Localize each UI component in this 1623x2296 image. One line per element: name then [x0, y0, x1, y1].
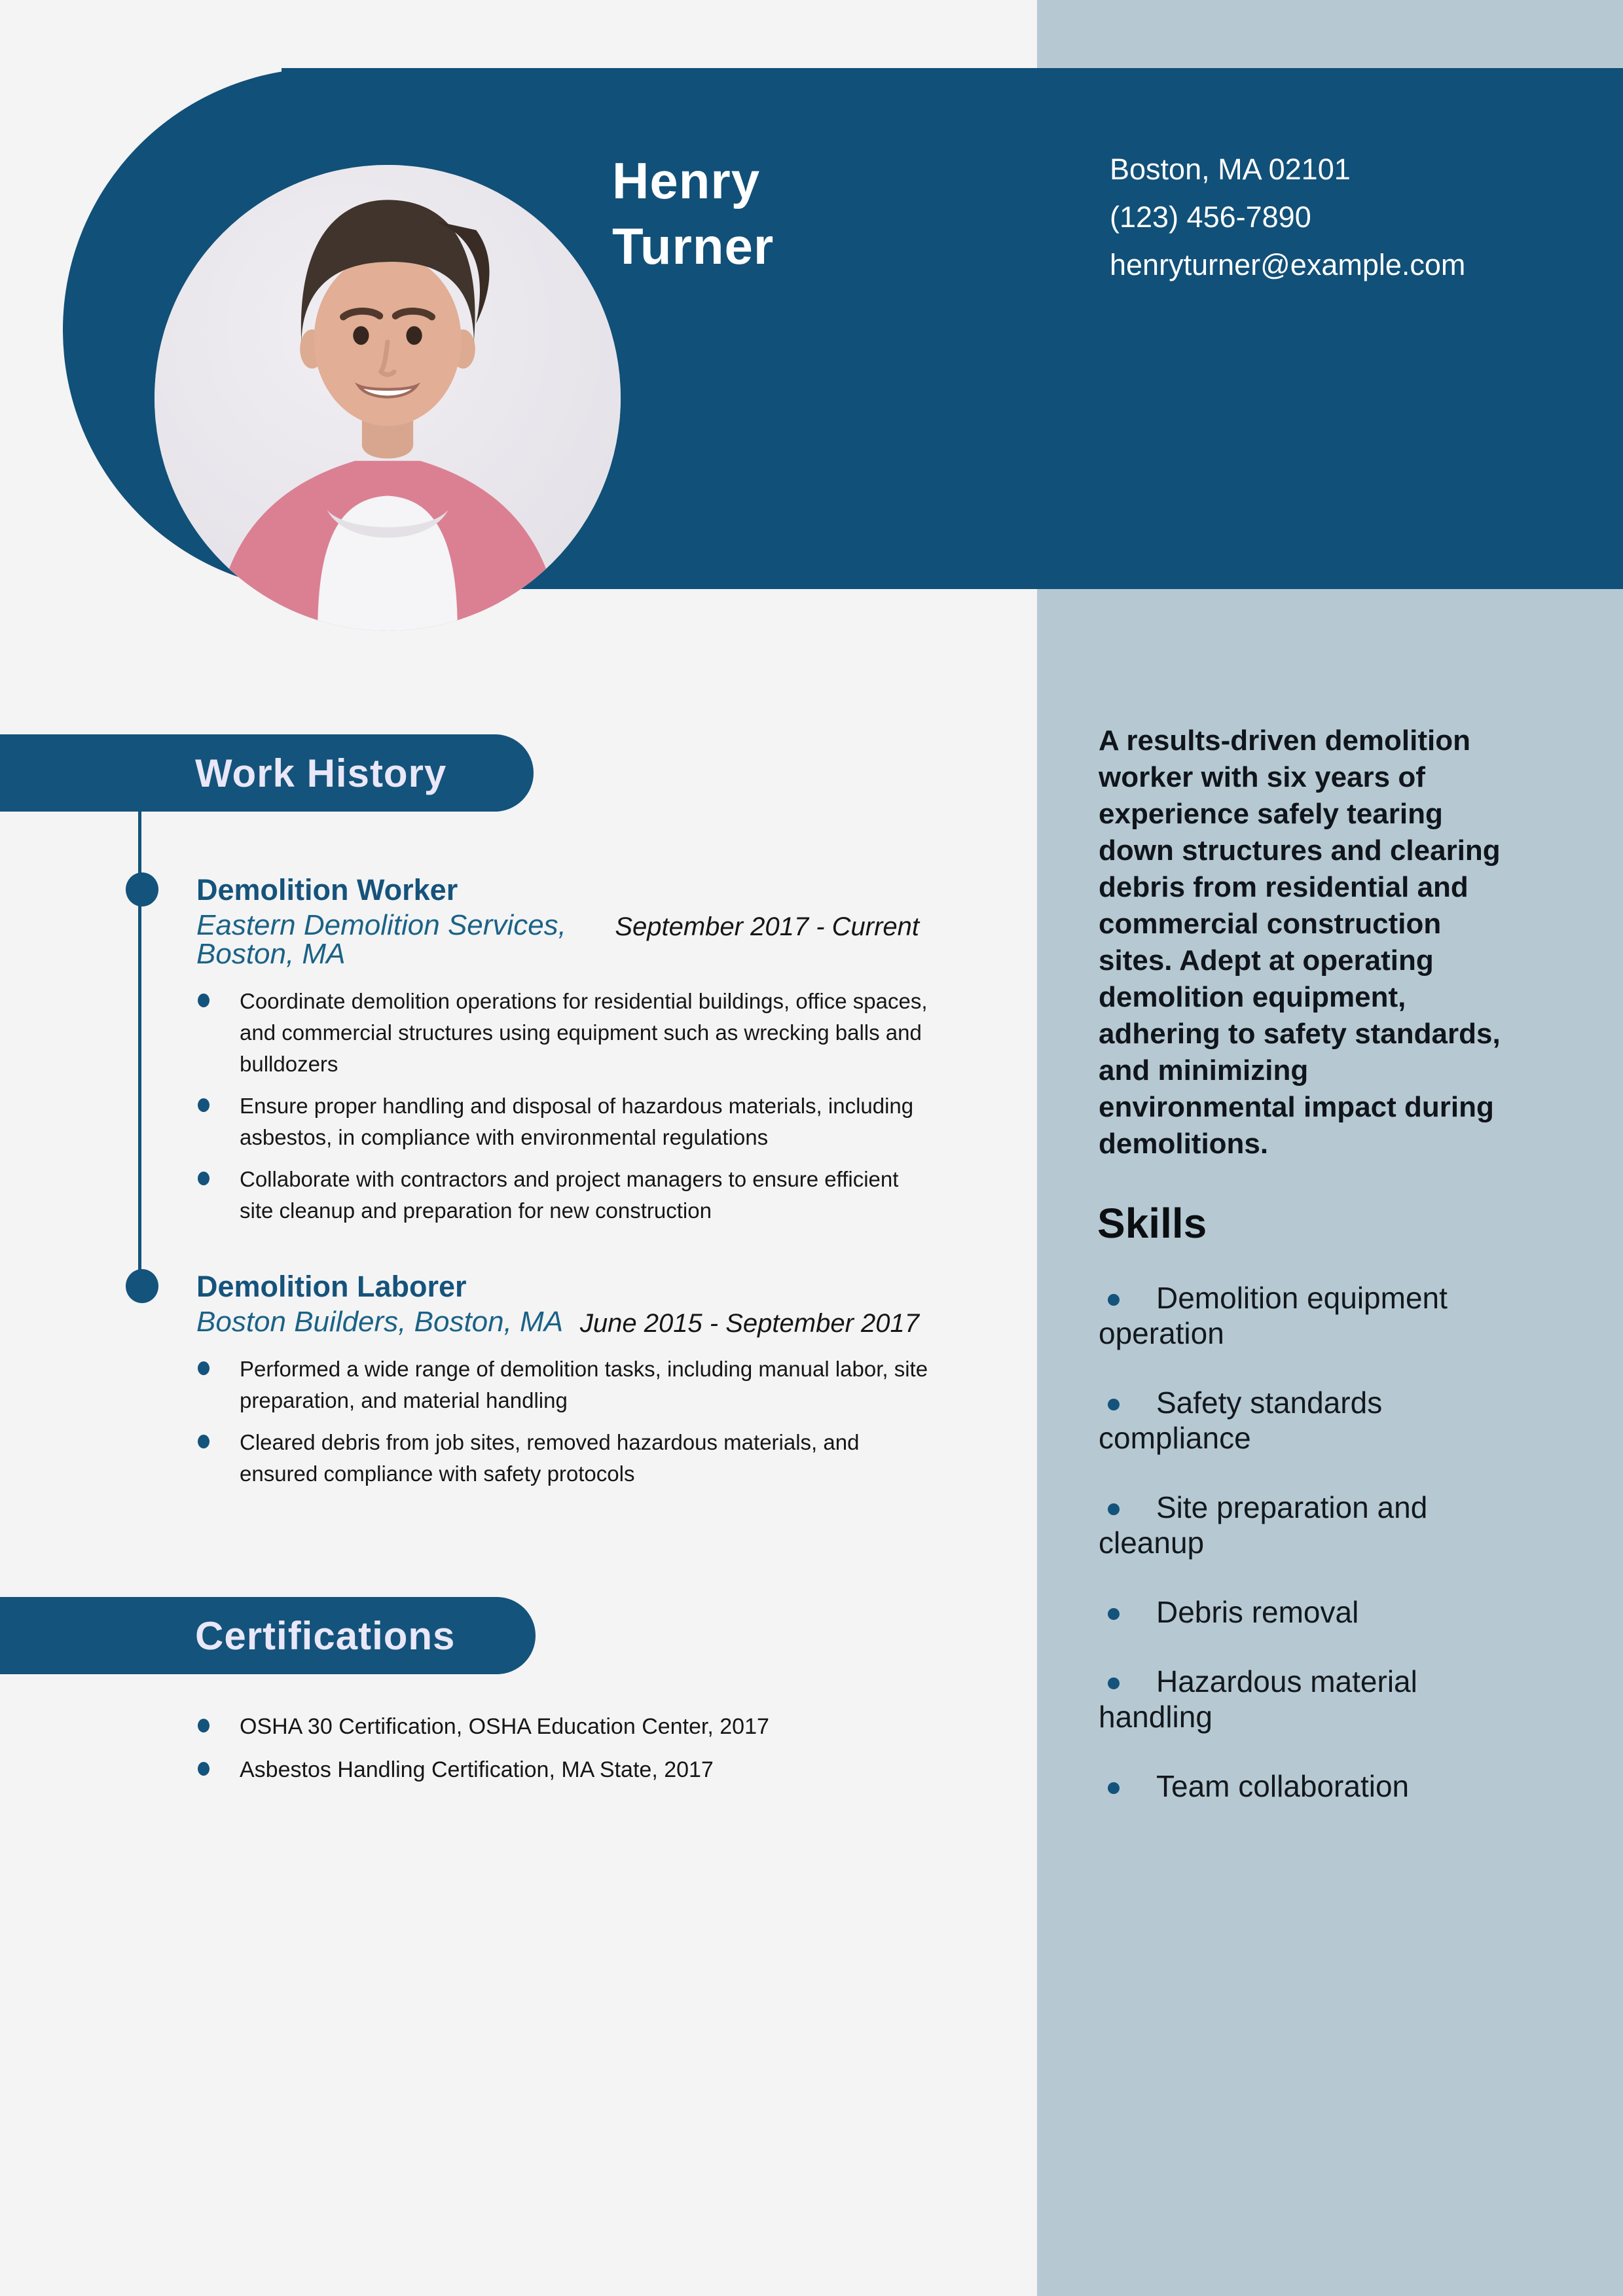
- skill-text: Demolition equipment operation: [1099, 1281, 1448, 1350]
- bullet-icon: [1108, 1399, 1120, 1410]
- job-meta: [196, 1308, 938, 1336]
- job-bullet-list: [196, 986, 938, 1227]
- skill-item: [1099, 1664, 1510, 1734]
- certification-text: OSHA 30 Certification, OSHA Education Center, 2017: [240, 1714, 769, 1739]
- contact-block: [1110, 145, 1465, 289]
- job-bullet-text: Coordinate demolition operations for residential buildings, office spaces, and commercial structures using equipment such as wrecking balls and bulldozers: [240, 989, 928, 1076]
- job-meta: [196, 911, 938, 969]
- section-title-certifications: Certifications: [195, 1613, 456, 1658]
- job-company: Boston Builders, Boston, MA: [196, 1306, 564, 1338]
- job-bullet-list: [196, 1354, 938, 1490]
- job-title: Demolition Worker: [196, 873, 458, 906]
- bullet-icon: [1108, 1294, 1120, 1306]
- job-bullet-item: [196, 1354, 938, 1416]
- portrait-illustration: [155, 165, 621, 631]
- skills-heading: Skills: [1097, 1200, 1207, 1247]
- bullet-icon: [1108, 1782, 1120, 1794]
- skill-text: Team collaboration: [1156, 1769, 1410, 1803]
- job-title: Demolition Laborer: [196, 1270, 467, 1303]
- skill-item: [1099, 1280, 1510, 1351]
- job-bullet-text: Ensure proper handling and disposal of hazardous materials, including asbestos, in compliance with environmental regulations: [240, 1094, 914, 1149]
- skill-text: Hazardous material handling: [1099, 1664, 1417, 1734]
- certification-item: [196, 1754, 982, 1785]
- bullet-icon: [1108, 1503, 1120, 1515]
- candidate-last-name: Turner: [612, 217, 775, 275]
- skill-text: Site preparation and cleanup: [1099, 1490, 1428, 1560]
- job-entry: [196, 1270, 938, 1500]
- timeline-dot-icon: [126, 1269, 158, 1303]
- contact-address: Boston, MA 02101: [1110, 152, 1351, 186]
- bullet-icon: [198, 1098, 210, 1112]
- contact-email: henryturner@example.com: [1110, 248, 1466, 281]
- skill-item: [1099, 1385, 1510, 1456]
- job-company: Eastern Demolition Services, Boston, MA: [196, 909, 566, 970]
- certification-text: Asbestos Handling Certification, MA State, 2017: [240, 1757, 714, 1782]
- job-entry: [196, 873, 938, 1237]
- bullet-icon: [198, 1172, 210, 1185]
- candidate-name: [612, 148, 774, 279]
- certifications-list-wrap: [196, 1711, 982, 1797]
- section-banner-certifications: [0, 1597, 536, 1674]
- certification-item: [196, 1711, 982, 1742]
- photo-ring: [63, 68, 587, 592]
- professional-summary: A results-driven demolition worker with six years of experience safely tearing down structures and clearing debris from residential and commercial construction sites. Adept at operating demolition equipment, adhering to safety standards, and minimizing environmental impact during demolitions.: [1099, 725, 1501, 1160]
- bullet-icon: [198, 1762, 210, 1776]
- profile-photo: [155, 165, 621, 631]
- bullet-icon: [1108, 1677, 1120, 1689]
- skills-list: [1099, 1280, 1510, 1838]
- bullet-icon: [1108, 1608, 1120, 1620]
- bullet-icon: [198, 1361, 210, 1375]
- skill-text: Debris removal: [1156, 1595, 1359, 1629]
- section-banner-work-history: [0, 734, 534, 812]
- skill-item: [1099, 1768, 1510, 1804]
- job-bullet-text: Performed a wide range of demolition tasks, including manual labor, site preparation, and material handling: [240, 1357, 928, 1412]
- bullet-icon: [198, 1719, 210, 1732]
- contact-phone: (123) 456-7890: [1110, 200, 1311, 234]
- job-bullet-item: [196, 986, 938, 1080]
- job-dates: September 2017 - Current: [615, 912, 919, 941]
- job-bullet-item: [196, 1427, 938, 1490]
- job-bullet-item: [196, 1090, 938, 1153]
- section-title-work-history: Work History: [195, 751, 447, 795]
- job-bullet-item: [196, 1164, 938, 1227]
- job-bullet-text: Cleared debris from job sites, removed hazardous materials, and ensured compliance with safety protocols: [240, 1430, 860, 1486]
- timeline-dot-icon: [126, 872, 158, 906]
- candidate-first-name: Henry: [612, 152, 761, 209]
- skill-text: Safety standards compliance: [1099, 1386, 1383, 1455]
- job-bullet-text: Collaborate with contractors and project managers to ensure efficient site cleanup and preparation for new construction: [240, 1167, 899, 1223]
- bullet-icon: [198, 994, 210, 1007]
- job-dates: June 2015 - September 2017: [579, 1309, 919, 1338]
- certifications-list: [196, 1711, 982, 1785]
- skill-item: [1099, 1594, 1510, 1630]
- bullet-icon: [198, 1435, 210, 1448]
- skill-item: [1099, 1490, 1510, 1560]
